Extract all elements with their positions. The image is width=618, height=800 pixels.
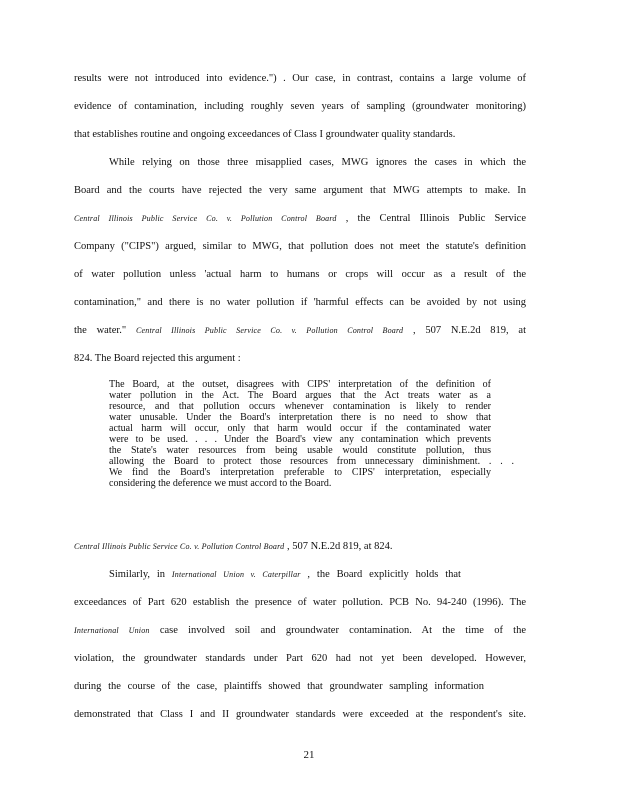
text-line: of water pollution unless 'actual harm to humans or crops will occur as a result of the [74, 269, 526, 280]
citation: Central Illinois Public Service Co. v. Pollution Control Board , 507 N.E.2d 819, at 824. [74, 541, 393, 552]
text-line: the water." Central Illinois Public Service Co. v. Pollution Control Board , 507 N.E.2d 819, at [74, 325, 527, 336]
text-line: Board and the courts have rejected the very same argument that MWG attempts to make. In [74, 185, 526, 196]
quote-line: The Board, at the outset, disagrees with CIPS' interpretation of the definition of [109, 379, 491, 390]
text-line: evidence of contamination, including roughly seven years of sampling (groundwater monitoring) [74, 101, 526, 112]
quote-line: were to be used. . . . Under the Board's view any contamination which prevents [109, 434, 491, 445]
quote-line: considering the deference we must accord to the Board. [109, 478, 332, 489]
case-name: Central Illinois Public Service Co. v. Pollution Control Board [74, 214, 337, 223]
text-line: that establishes routine and ongoing exceedances of Class I groundwater quality standards. [74, 129, 456, 140]
quote-line: actual harm will occur, only that harm would occur if the contaminated water [109, 423, 491, 434]
quote-line: water unusable. Under the Board's interpretation there is no need to show that [109, 412, 491, 423]
text-line: exceedances of Part 620 establish the presence of water pollution. PCB No. 94-240 (1996). The [74, 597, 526, 608]
text-line: Central Illinois Public Service Co. v. Pollution Control Board , the Central Illinois Public Service [74, 213, 526, 224]
page-number: 21 [303, 749, 315, 761]
text-line: While relying on those three misapplied cases, MWG ignores the cases in which the [109, 157, 526, 168]
case-name: Central Illinois Public Service Co. v. Pollution Control Board [135, 326, 404, 335]
quote-line: the State's water resources from being usable would constitute pollution, thus [109, 445, 491, 456]
text-line: contamination," and there is no water pollution if 'harmful effects can be avoided by not using [74, 297, 526, 308]
text-line: results were not introduced into evidence.") . Our case, in contrast, contains a large volume of [74, 73, 526, 84]
case-name: International Union v. Caterpillar [171, 570, 301, 579]
quote-line: water pollution in the Act. The Board argues that the Act treats water as a [109, 390, 491, 401]
case-name: Central Illinois Public Service Co. v. Pollution Control Board [74, 542, 285, 551]
text-line: Company ("CIPS") argued, similar to MWG, that pollution does not meet the statute's definition [74, 241, 526, 252]
text-line: violation, the groundwater standards under Part 620 had not yet been developed. However, [74, 653, 526, 664]
text-line: demonstrated that Class I and II groundwater standards were exceeded at the respondent's site. [74, 709, 526, 720]
text-line: 824. The Board rejected this argument : [74, 353, 241, 364]
text-line: Similarly, in International Union v. Caterpillar , the Board explicitly holds that [109, 569, 461, 580]
case-name: International Union [74, 626, 150, 635]
text-line: during the course of the case, plaintiffs showed that groundwater sampling information [74, 681, 484, 692]
quote-line: We find the Board's interpretation preferable to CIPS' interpretation, especially [109, 467, 491, 478]
quote-line: resource, and that pollution occurs whenever contamination is likely to render [109, 401, 491, 412]
text-line: International Union case involved soil and groundwater contamination. At the time of the [74, 625, 526, 636]
quote-line: allowing the Board to protect those resources from unnecessary diminishment. . . . [109, 456, 514, 467]
